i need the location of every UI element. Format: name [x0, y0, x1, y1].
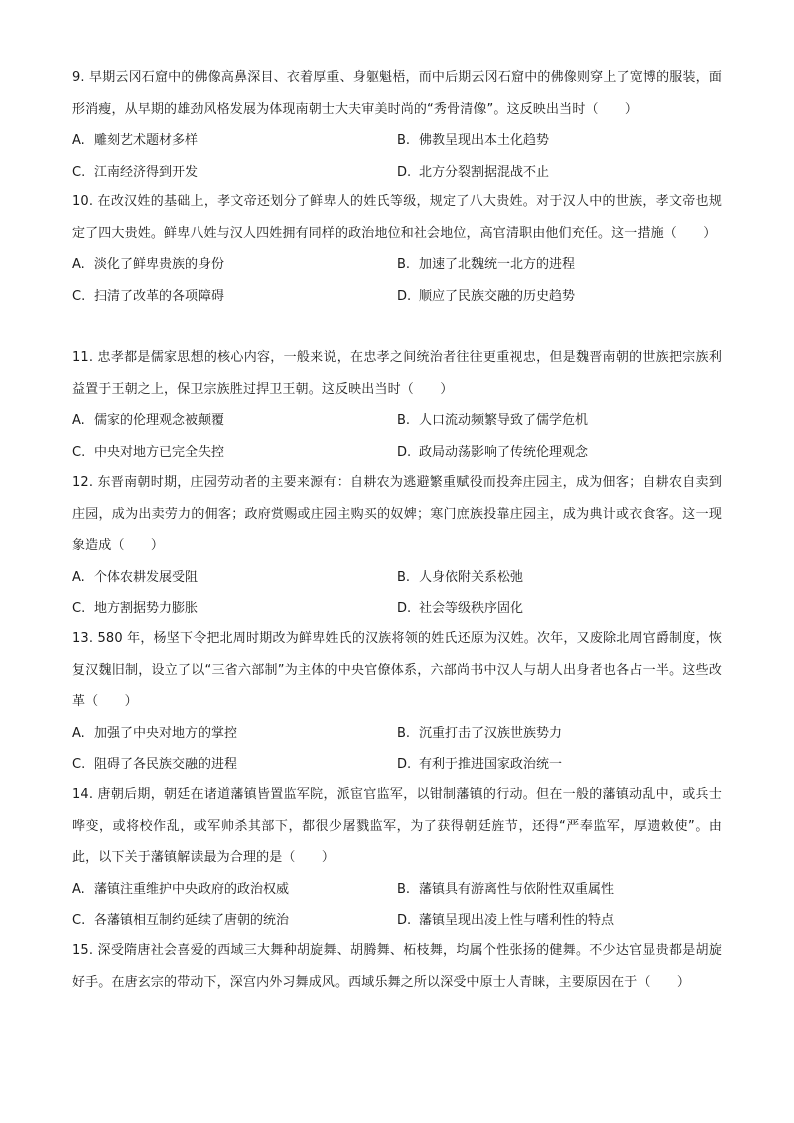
- option-a[interactable]: A. 加强了中央对地方的掌控: [72, 725, 238, 741]
- options-group: [72, 562, 722, 625]
- option-b[interactable]: B. 人身依附关系松弛: [397, 569, 524, 585]
- question-stem: 9. 早期云冈石窟中的佛像高鼻深目、衣着厚重、身躯魁梧，而中后期云冈石窟中的佛像则穿上了宽博的服装，面形消瘦，从早期的雄劲风格发展为体现南朝士大夫审美时尚的“秀骨清像”。这反映出当时（ ）: [72, 70, 722, 117]
- option-d[interactable]: D. 社会等级秩序固化: [397, 601, 524, 616]
- question-stem: 10. 在改汉姓的基础上，孝文帝还划分了鲜卑人的姓氏等级，规定了八大贵姓。对于汉人中的世族，孝文帝也规定了四大贵姓。鲜卑八姓与汉人四姓拥有同样的政治地位和社会地位，高官清职由他们充任。这一措施（ ）: [72, 194, 722, 241]
- question-stem: 14. 唐朝后期，朝廷在诸道藩镇皆置监军院，派宦官监军，以钳制藩镇的行动。但在一般的藩镇动乱中，或兵士哗变，或将校作乱，或军帅杀其部下，都很少屠戮监军，为了获得朝廷旌节，还得“严奉监军，厚遗敕使”。由此，以下关于藩镇解读最为合理的是（ ）: [72, 787, 722, 865]
- option-d[interactable]: D. 政局动荡影响了传统伦理观念: [397, 444, 589, 460]
- option-d[interactable]: D. 藩镇呈现出凌上性与嗜利性的特点: [397, 913, 615, 928]
- question-9: [72, 62, 722, 188]
- option-c[interactable]: C. 阻碍了各民族交融的进程: [72, 757, 238, 772]
- question-15: [72, 935, 722, 998]
- option-b[interactable]: B. 人口流动频繁导致了儒学危机: [397, 413, 589, 428]
- option-b[interactable]: B. 藩镇具有游离性与依附性双重属性: [397, 881, 615, 897]
- options-group: [72, 125, 722, 188]
- question-stem: 11. 忠孝都是儒家思想的核心内容，一般来说，在忠孝之间统治者往往更重视忠，但是魏晋南朝的世族把宗族利益置于王朝之上，保卫宗族胜过捍卫王朝。这反映出当时（ ）: [72, 350, 722, 397]
- option-c[interactable]: C. 各藩镇相互制约延续了唐朝的统治: [72, 913, 290, 928]
- options-group: [72, 718, 722, 781]
- option-a[interactable]: A. 藩镇注重维护中央政府的政治权威: [72, 881, 290, 897]
- option-a[interactable]: A. 个体农耕发展受阻: [72, 569, 199, 585]
- option-c[interactable]: C. 地方割据势力膨胀: [72, 601, 199, 616]
- option-c[interactable]: C. 中央对地方已完全失控: [72, 444, 225, 460]
- options-group: [72, 405, 722, 468]
- question-stem: 13. 580 年，杨坚下令把北周时期改为鲜卑姓氏的汉族将领的姓氏还原为汉姓。次年，又废除北周官爵制度，恢复汉魏旧制，设立了以“三省六部制”为主体的中央官僚体系，六部尚书中汉人与胡人出身者也各占一半。这些改革（ ）: [72, 631, 722, 709]
- option-b[interactable]: B. 沉重打击了汉族世族势力: [397, 725, 563, 741]
- option-a[interactable]: A. 雕刻艺术题材多样: [72, 133, 199, 148]
- question-stem: 12. 东晋南朝时期，庄园劳动者的主要来源有：自耕农为逃避繁重赋役而投奔庄园主，成为佃客；自耕农自卖到庄园，成为出卖劳力的佣客；政府赏赐或庄园主购买的奴婢；寒门庶族投靠庄园主，成为典计或衣食客。这一现象造成（ ）: [72, 475, 722, 553]
- option-d[interactable]: D. 有利于推进国家政治统一: [397, 757, 563, 772]
- question-11: [72, 342, 722, 468]
- question-stem: 15. 深受隋唐社会喜爱的西域三大舞种胡旋舞、胡腾舞、柘枝舞，均属个性张扬的健舞。不少达官显贵都是胡旋好手。在唐玄宗的带动下，深宫内外习舞成风。西域乐舞之所以深受中原士人青睐，主要原因在于（ ）: [72, 943, 722, 990]
- question-12: [72, 467, 722, 625]
- options-group: [72, 874, 722, 937]
- options-group: [72, 249, 722, 312]
- question-10: [72, 186, 722, 312]
- option-d[interactable]: D. 北方分裂割据混战不止: [397, 164, 550, 180]
- option-d[interactable]: D. 顺应了民族交融的历史趋势: [397, 288, 576, 304]
- option-c[interactable]: C. 江南经济得到开发: [72, 164, 199, 180]
- option-a[interactable]: A. 淡化了鲜卑贵族的身份: [72, 257, 225, 272]
- option-a[interactable]: A. 儒家的伦理观念被颠覆: [72, 413, 225, 428]
- question-13: [72, 623, 722, 781]
- option-b[interactable]: B. 加速了北魏统一北方的进程: [397, 257, 576, 272]
- option-b[interactable]: B. 佛教呈现出本土化趋势: [397, 133, 550, 148]
- option-c[interactable]: C. 扫清了改革的各项障碍: [72, 288, 225, 304]
- question-14: [72, 779, 722, 937]
